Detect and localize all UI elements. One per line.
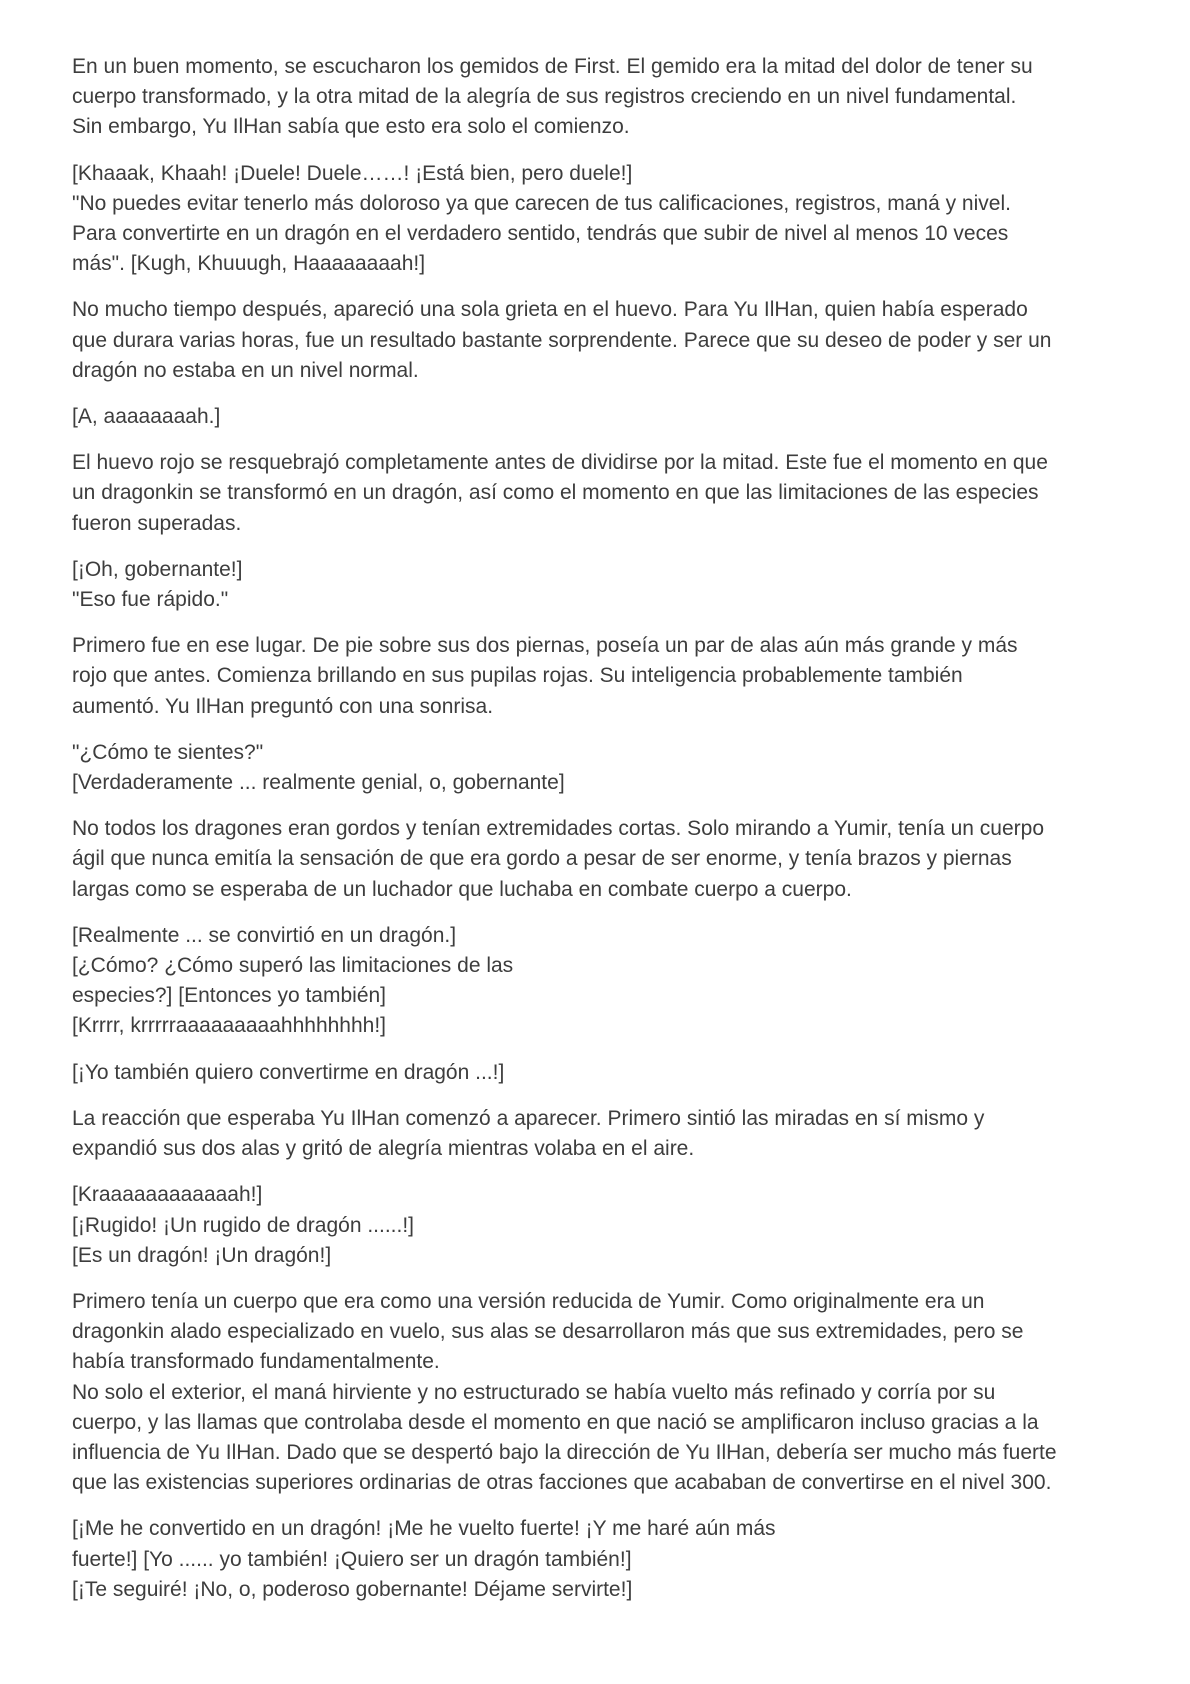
text-line: fuerte!] [Yo ...... yo también! ¡Quiero ser un dragón también!] (72, 1547, 632, 1571)
text-line: un dragonkin se transformó en un dragón, así como el momento en que las limitaciones de las especies (72, 481, 1039, 505)
text-line: El huevo rojo se resquebrajó completamente antes de dividirse por la mitad. Este fue el momento en que (72, 451, 1048, 475)
text-line: [¡Oh, gobernante!] (72, 557, 243, 581)
paragraph (72, 814, 1122, 905)
text-line: [¡Me he convertido en un dragón! ¡Me he vuelto fuerte! ¡Y me haré aún más (72, 1517, 776, 1541)
text-line: [¡Yo también quiero convertirme en dragón ...!] (72, 1060, 505, 1084)
text-line: [Es un dragón! ¡Un dragón!] (72, 1243, 332, 1267)
text-line: dragonkin alado especializado en vuelo, sus alas se desarrollaron más que sus extremidades, pero se (72, 1320, 1024, 1344)
text-line: que durara varias horas, fue un resultado bastante sorprendente. Parece que su deseo de poder y ser un (72, 328, 1052, 352)
paragraph (72, 1287, 1122, 1498)
text-line: En un buen momento, se escucharon los gemidos de First. El gemido era la mitad del dolor de tener su (72, 55, 1033, 78)
text-line: [Krrrr, krrrrraaaaaaaaahhhhhhhh!] (72, 1014, 387, 1038)
text-line: Sin embargo, Yu IlHan sabía que esto era solo el comienzo. (72, 115, 630, 139)
text-line: [Realmente ... se convirtió en un dragón.] (72, 923, 457, 947)
text-line: largas como se esperaba de un luchador que luchaba en combate cuerpo a cuerpo. (72, 877, 852, 901)
text-line: La reacción que esperaba Yu IlHan comenzó a aparecer. Primero sintió las miradas en sí mismo y (72, 1106, 985, 1130)
paragraph (72, 1514, 1122, 1605)
text-line: expandió sus dos alas y gritó de alegría mientras volaba en el aire. (72, 1137, 695, 1161)
text-line: Primero fue en ese lugar. De pie sobre sus dos piernas, poseía un par de alas aún más grande y más (72, 634, 1018, 658)
text-line: rojo que antes. Comienza brillando en sus pupilas rojas. Su inteligencia probablemente también (72, 664, 963, 688)
text-line: "No puedes evitar tenerlo más doloroso ya que carecen de tus calificaciones, registros, maná y nivel. (72, 191, 1011, 215)
text-line: "Eso fue rápido." (72, 588, 229, 612)
text-line: que las existencias superiores ordinarias de otras facciones que acababan de convertirse en el nivel 300. (72, 1471, 1052, 1495)
text-line: fueron superadas. (72, 511, 242, 535)
paragraph (72, 631, 1122, 722)
text-line: más". [Kugh, Khuuugh, Haaaaaaaah!] (72, 252, 426, 276)
text-line: había transformado fundamentalmente. (72, 1350, 440, 1374)
text-line: No solo el exterior, el maná hirviente y no estructurado se había vuelto más refinado y corría por su (72, 1380, 996, 1404)
text-line: No todos los dragones eran gordos y tenían extremidades cortas. Solo mirando a Yumir, tenía un cuerpo (72, 817, 1045, 841)
paragraph (72, 555, 1122, 615)
text-line: dragón no estaba en un nivel normal. (72, 358, 419, 382)
text-line: [¡Rugido! ¡Un rugido de dragón ......!] (72, 1213, 415, 1237)
text-line: cuerpo transformado, y la otra mitad de la alegría de sus registros creciendo en un nivel fundamental. (72, 85, 1017, 109)
paragraph (72, 1104, 1122, 1164)
text-line: "¿Cómo te sientes?" (72, 740, 264, 764)
paragraph (72, 738, 1122, 798)
paragraph (72, 1180, 1122, 1271)
text-line: [¡Te seguiré! ¡No, o, poderoso gobernante! Déjame servirte!] (72, 1577, 633, 1601)
paragraph (72, 295, 1122, 386)
text-line: [¿Cómo? ¿Cómo superó las limitaciones de las (72, 954, 514, 978)
text-line: Para convertirte en un dragón en el verdadero sentido, tendrás que subir de nivel al menos 10 veces (72, 222, 1009, 246)
paragraph (72, 1058, 1122, 1088)
document-body (72, 52, 1122, 1621)
text-line: Primero tenía un cuerpo que era como una versión reducida de Yumir. Como originalmente era un (72, 1289, 985, 1313)
paragraph (72, 921, 1122, 1042)
text-line: cuerpo, y las llamas que controlaba desde el momento en que nació se amplificaron incluso gracias a la (72, 1410, 1039, 1434)
paragraph (72, 159, 1122, 280)
text-line: aumentó. Yu IlHan preguntó con una sonrisa. (72, 694, 494, 718)
text-line: ágil que nunca emitía la sensación de que era gordo a pesar de ser enorme, y tenía brazos y piernas (72, 847, 1012, 871)
text-line: especies?] [Entonces yo también] (72, 984, 387, 1008)
paragraph (72, 52, 1122, 143)
text-line: [Verdaderamente ... realmente genial, o, gobernante] (72, 771, 565, 795)
text-line: [Khaaak, Khaah! ¡Duele! Duele……! ¡Está bien, pero duele!] (72, 161, 633, 185)
text-line: [Kraaaaaaaaaaaah!] (72, 1183, 263, 1207)
paragraph (72, 402, 1122, 432)
text-line: influencia de Yu IlHan. Dado que se despertó bajo la dirección de Yu IlHan, debería ser mucho más fuerte (72, 1440, 1057, 1464)
text-line: No mucho tiempo después, apareció una sola grieta en el huevo. Para Yu IlHan, quien había esperado (72, 298, 1028, 322)
paragraph (72, 448, 1122, 539)
text-line: [A, aaaaaaaah.] (72, 405, 221, 429)
